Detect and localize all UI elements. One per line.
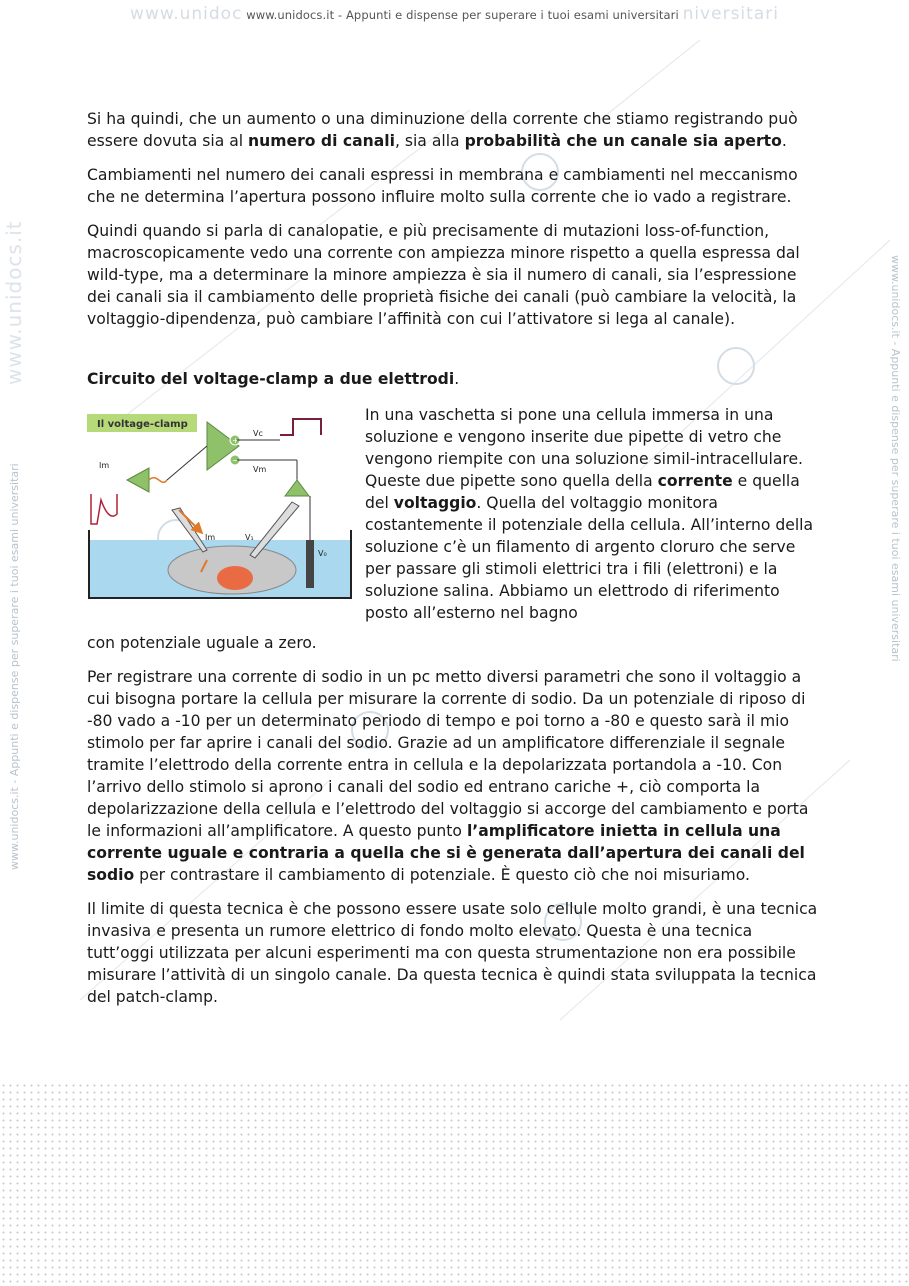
p5-text-c: per contrastare il cambiamento di potenziale. È questo ciò che noi misuriamo. (134, 866, 750, 884)
section-title (87, 368, 822, 390)
p4-bold-2: voltaggio (393, 494, 477, 512)
header-watermark-text[interactable]: www.unidocs.it - Appunti e dispense per superare i tuoi esami universitari (246, 8, 679, 22)
paragraph-6: Il limite di questa tecnica è che possono essere usate solo cellule molto grandi, è una tecnica invasiva e presenta un rumore elettrico di fondo molto elevato. Questa è una tecnica tutt’oggi utilizzata per alcuni esperimenti ma con questa strumentazione non era possibile misurare l’attività di un singolo canale. Da questa tecnica è quindi stata sviluppata la tecnica del patch-clamp. (87, 900, 818, 1006)
minus-sign: − (232, 456, 239, 465)
header-ghost-left: www.unidoc (130, 4, 243, 24)
nucleus-highlight (217, 566, 253, 590)
p4-text-d: . Quella del voltaggio monitora costantemente il potenziale della cellula. All’interno della soluzione c’è un filamento di argento cloruro che serve per passare gli stimoli elettrici tra i fili (elettroni) e la soluzione salina. Abbiamo un elettrodo di riferimento posto all’esterno nel bagno (365, 494, 814, 622)
figure-title: Il voltage-clamp (97, 419, 188, 430)
label-im-pipette: Im (205, 533, 216, 542)
section-title-period: . (454, 370, 460, 388)
paragraph-1 (87, 108, 822, 152)
current-amplifier (127, 468, 149, 492)
p4-bold-1: corrente (657, 472, 733, 490)
p1-text-a: Si ha quindi, che un aumento o una diminuzione della corrente che stiamo registrando può essere dovuta sia al (87, 110, 798, 150)
command-pulse (280, 419, 321, 435)
paragraph-2: Cambiamenti nel numero dei canali espressi in membrana e cambiamenti nel meccanismo che ne determina l’apertura possono influire molto sulla corrente che io vado a registrare. (87, 166, 798, 206)
p5-bold: l’amplificatore inietta in cellula una corrente uguale e contraria a quella che si è generata dall’apertura dei canali del sodio (87, 822, 805, 884)
label-vc: Vc (253, 429, 263, 438)
reference-electrode (306, 540, 314, 588)
p1-bold-2: probabilità che un canale sia aperto (464, 132, 782, 150)
paragraph-5 (87, 666, 822, 886)
header-watermark (0, 4, 909, 24)
voltage-follower (285, 480, 309, 496)
header-ghost-right: niversitari (682, 4, 779, 24)
p1-text-d: . (781, 132, 787, 150)
document-body (87, 108, 822, 1020)
side-watermark-right: www.unidocs.it - Appunti e dispense per superare i tuoi esami universitari (889, 255, 902, 662)
label-im: Im (99, 461, 110, 470)
label-vo: V₀ (318, 549, 327, 558)
plus-sign: + (232, 436, 239, 445)
side-ghost-left: www.unidocs.it (2, 220, 26, 385)
figure-with-text (87, 404, 822, 632)
p1-text-c: , sia alla (394, 132, 465, 150)
dotted-overlay (0, 1082, 909, 1286)
p1-bold-1: numero di canali (248, 132, 395, 150)
label-vm: Vm (253, 465, 267, 474)
side-watermark-left: www.unidocs.it - Appunti e dispense per superare i tuoi esami universitari (8, 463, 21, 870)
current-trace (91, 494, 117, 524)
p4-text-c: e quella del (365, 472, 800, 512)
label-v1: V₁ (245, 533, 254, 542)
paragraph-3: Quindi quando si parla di canalopatie, e più precisamente di mutazioni loss-of-function, macroscopicamente vedo una corrente con ampiezza minore rispetto a quella espressa dal wild-type, ma a determinare la minore ampiezza è sia il numero di canali, sia l’espressione dei canali sia il cambiamento delle proprietà fisiche dei canali (può cambiare la velocità, la voltaggio-dipendenza, può cambiare l’affinità con cui l’attivatore si lega al canale). (87, 222, 800, 328)
section-title-text: Circuito del voltage-clamp a due elettrodi (87, 370, 455, 388)
p4-text-a: In una vaschetta si pone una cellula immersa in una soluzione e vengono inserite due pipette di vetro che vengono riempite con una soluzione simil-intracellulare. Queste due pipette sono quella della (365, 406, 804, 490)
p5-text-a: Per registrare una corrente di sodio in un pc metto diversi parametri che sono il voltaggio a cui bisogna portare la cellula per misurare la corrente di sodio. Da un potenziale di riposo di -80 vado a -10 per un determinato periodo di tempo e poi torno a -80 e questo sarà il mio stimolo per far aprire i canali del sodio. Grazie ad un amplificatore differenziale il segnale tramite l’elettrodo della corrente entra in cellula e la depolarizzata portandola a -10. Con l’arrivo dello stimolo si aprono i canali del sodio ed entrano cariche +, ciò comporta la depolarizzazione della cellula e l’elettrodo del voltaggio si accorge del cambiamento e porta le informazioni all’amplificatore. A questo punto (87, 668, 809, 840)
figure-side-text (365, 404, 825, 624)
paragraph-4-end: con potenziale uguale a zero. (87, 634, 317, 652)
voltage-clamp-diagram (87, 410, 353, 602)
